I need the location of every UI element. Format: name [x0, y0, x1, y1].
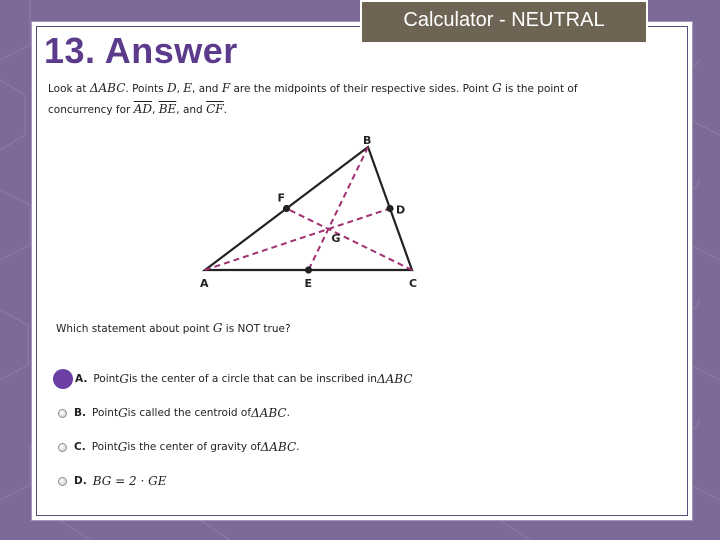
- midpoint-e: [305, 266, 312, 273]
- math-point-f: F: [221, 81, 231, 95]
- radio-d[interactable]: [58, 477, 67, 486]
- choice-letter: B.: [74, 407, 86, 419]
- median-be: [309, 147, 369, 270]
- midpoint-d: [386, 205, 393, 212]
- choice-c[interactable]: C. Point G is the center of gravity of ΔABC .: [58, 437, 300, 457]
- label-d: D: [396, 203, 406, 217]
- label-c: C: [409, 277, 418, 290]
- label-e: E: [304, 277, 313, 290]
- segment-cf: $\overline{CF}$: [206, 102, 224, 116]
- segment-ad: $\overline{AD}$: [133, 102, 153, 116]
- radio-b[interactable]: [58, 409, 67, 418]
- midpoint-f: [283, 205, 290, 212]
- choice-d[interactable]: D. BG = 2 · GE: [58, 471, 166, 491]
- choice-letter: A.: [75, 373, 88, 385]
- math-triangle-abc: ΔABC: [89, 81, 126, 95]
- question-stem: Look at ΔABC. Points D, E, and F are the midpoints of their respective sides. Point G is the point of concurrency for $\overline{AD}$, $\overline{BE}$, and $\overline{CF}$.: [48, 81, 578, 116]
- math-point-e: E: [183, 81, 193, 95]
- math-point-g: G: [212, 321, 223, 335]
- math-point-g: G: [492, 81, 502, 95]
- triangle-figure: [180, 135, 440, 295]
- choice-a[interactable]: A. Point G is the center of a circle that can be inscribed in ΔABC: [58, 369, 413, 389]
- choice-letter: D.: [74, 475, 87, 487]
- median-ad: [205, 209, 390, 271]
- label-f: F: [277, 191, 286, 205]
- slide-title: 13. Answer: [44, 30, 238, 71]
- choice-b[interactable]: B. Point G is called the centroid of ΔABC .: [58, 403, 290, 423]
- radio-c[interactable]: [58, 443, 67, 452]
- question-prompt: Which statement about point G is NOT true?: [56, 321, 291, 335]
- segment-be: $\overline{BE}$: [158, 102, 177, 116]
- triangle-sides: [205, 147, 412, 270]
- radio-a[interactable]: [53, 369, 73, 389]
- choice-letter: C.: [74, 441, 86, 453]
- label-a: A: [200, 277, 209, 290]
- label-g: G: [331, 232, 341, 245]
- calculator-badge: Calculator - NEUTRAL: [360, 0, 648, 44]
- label-b: B: [363, 135, 372, 147]
- math-point-d: D: [166, 81, 177, 95]
